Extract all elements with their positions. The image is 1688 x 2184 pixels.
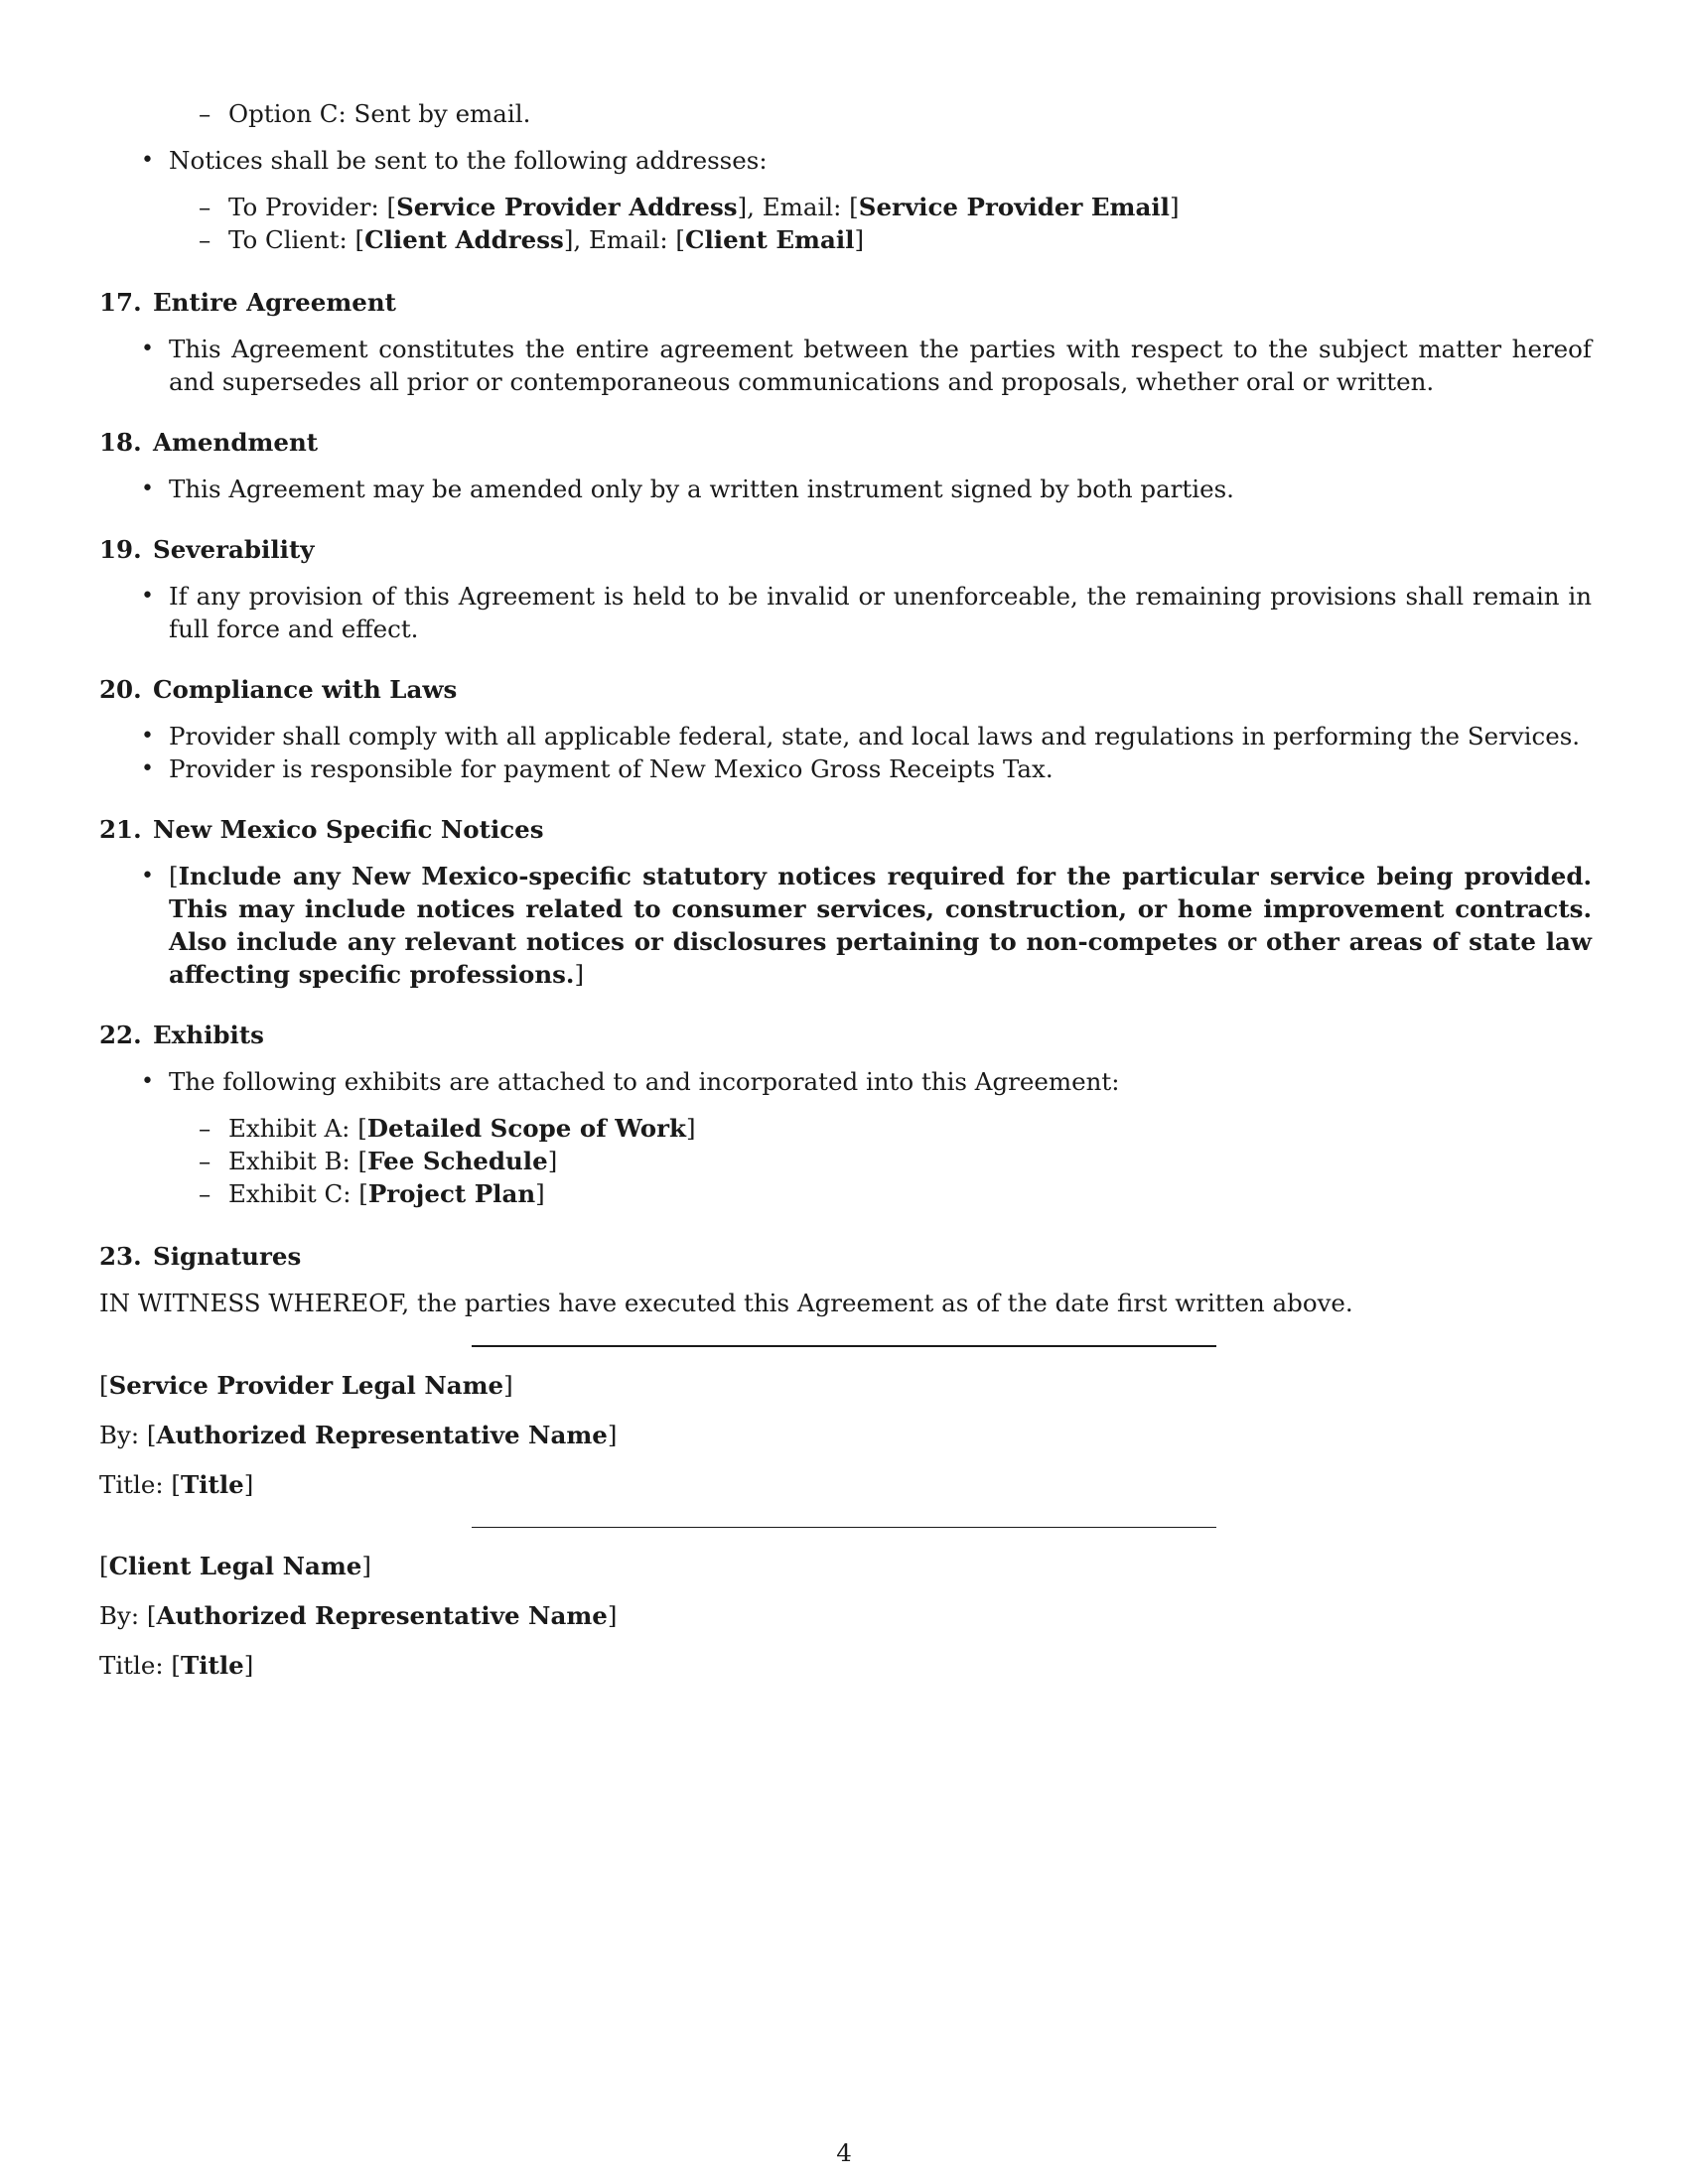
witness-statement: IN WITNESS WHEREOF, the parties have executed this Agreement as of the date first written above. [99, 1289, 1353, 1317]
exhibit-item: – Exhibit B: [Fee Schedule] [199, 1145, 1592, 1177]
section-heading-21: 21. New Mexico Specific Notices [99, 815, 544, 844]
list-item: – Option C: Sent by email. [199, 97, 1592, 130]
section-22-list [99, 1065, 1592, 1210]
section-heading-17: 17. Entire Agreement [99, 288, 396, 317]
section-heading-20: 20. Compliance with Laws [99, 675, 458, 704]
section-heading-22: 22. Exhibits [99, 1021, 264, 1049]
provider-signature-line [472, 1345, 1216, 1347]
list-item: • If any provision of this Agreement is held to be invalid or unenforceable, the remaining provisions shall remain in full force and effect. [169, 580, 1592, 645]
notices-intro: Notices shall be sent to the following addresses: [169, 146, 768, 175]
provider-address-placeholder: Service Provider Address [396, 193, 738, 221]
notice-addresses-list [169, 191, 1592, 256]
exhibits-list [169, 1112, 1592, 1210]
client-address-placeholder: Client Address [364, 225, 564, 254]
client-address-item: – To Client: [Client Address], Email: [Client Email] [199, 223, 1592, 256]
exhibit-item: – Exhibit C: [Project Plan] [199, 1177, 1592, 1210]
section-17-list [99, 333, 1592, 398]
section-heading-23: 23. Signatures [99, 1242, 302, 1271]
list-item [169, 144, 1592, 256]
provider-representative: By: [Authorized Representative Name] [99, 1421, 618, 1449]
section-heading-18: 18. Amendment [99, 428, 319, 457]
client-signature-line [472, 1527, 1216, 1528]
page-number: 4 [836, 2138, 852, 2167]
list-item: • The following exhibits are attached to and incorporated into this Agreement: – Exhibit A: [Detailed Scope of Work] – Exhibit B: [Fee Schedule] – Exhibit C: [Project Plan] [169, 1065, 1592, 1210]
notices-list [99, 144, 1592, 256]
list-item: • This Agreement constitutes the entire agreement between the parties with respect to the subject matter hereof and supersedes all prior or contemporaneous communications and proposals, whether oral or written. [169, 333, 1592, 398]
provider-title: Title: [Title] [99, 1470, 254, 1499]
section-20-list [99, 720, 1592, 785]
list-item: • [Include any New Mexico-specific statutory notices required for the particular service being provided. This may include notices related to consumer services, construction, or home improvement contracts. Also include any relevant notices or disclosures pertaining to non-competes or other areas of state law affecting specific professions.] [169, 860, 1592, 991]
delivery-options-list [99, 97, 1592, 130]
document-page [99, 97, 1592, 1682]
section-19-list [99, 580, 1592, 645]
client-email-placeholder: Client Email [684, 225, 855, 254]
client-representative: By: [Authorized Representative Name] [99, 1601, 618, 1630]
client-legal-name: [Client Legal Name] [99, 1552, 371, 1580]
section-heading-19: 19. Severability [99, 535, 315, 564]
list-item: • Provider is responsible for payment of New Mexico Gross Receipts Tax. [169, 752, 1592, 785]
client-title: Title: [Title] [99, 1651, 254, 1680]
nm-notices-placeholder: Include any New Mexico-specific statutory notices required for the particular service being provided. This may include notices related to consumer services, construction, or home improvement contracts. Also include any relevant notices or disclosures pertaining to non-competes or other areas of state law affecting specific professions. [169, 862, 1592, 989]
provider-legal-name: [Service Provider Legal Name] [99, 1371, 513, 1400]
list-item: • This Agreement may be amended only by a written instrument signed by both parties. [169, 473, 1592, 505]
section-18-list [99, 473, 1592, 505]
provider-email-placeholder: Service Provider Email [858, 193, 1170, 221]
section-21-list [99, 860, 1592, 991]
list-item: • Provider shall comply with all applicable federal, state, and local laws and regulations in performing the Services. [169, 720, 1592, 752]
provider-address-item: – To Provider: [Service Provider Address], Email: [Service Provider Email] [199, 191, 1592, 223]
exhibit-item: – Exhibit A: [Detailed Scope of Work] [199, 1112, 1592, 1145]
